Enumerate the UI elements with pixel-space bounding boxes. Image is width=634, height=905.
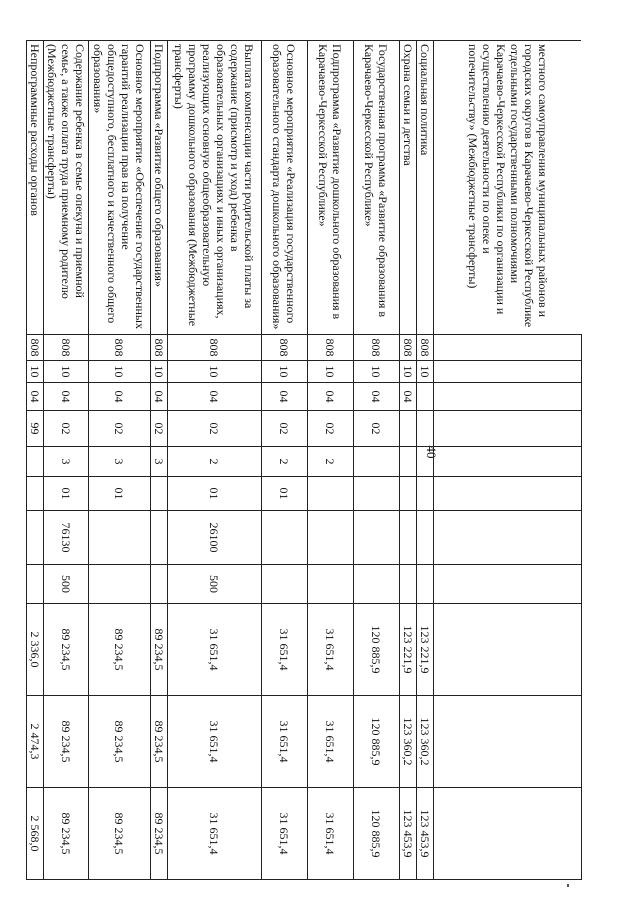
- row-sum-year-2: 89 234,5: [89, 696, 151, 788]
- row-subsection: 04: [308, 383, 354, 411]
- row-sum-year-2: 31 651,4: [168, 696, 262, 788]
- row-subprogram: 3: [151, 447, 168, 477]
- row-expense-type: [89, 565, 151, 604]
- row-section: 10: [168, 361, 262, 383]
- row-name: Основное мероприятие «Реализация государственного образовательного стандарта дошкольного образования»: [262, 41, 308, 335]
- row-sum-year-2: 123 360,2: [400, 696, 417, 788]
- row-expense-type: [354, 565, 400, 604]
- row-direction: [434, 511, 582, 565]
- row-admin-code: 808: [354, 335, 400, 361]
- row-direction: [308, 511, 354, 565]
- table-row: [168, 41, 262, 880]
- row-name: Основное мероприятие «Обеспечение государственных гарантий реализации прав на получение общедоступного, бесплатного и качественного общего образования»: [89, 41, 151, 335]
- row-subsection: 04: [44, 383, 89, 411]
- row-sum-year-2: 89 234,5: [151, 696, 168, 788]
- row-subprogram: [434, 447, 582, 477]
- row-admin-code: 808: [27, 335, 44, 361]
- row-admin-code: 808: [89, 335, 151, 361]
- row-subsection: 04: [262, 383, 308, 411]
- row-subprogram: [400, 447, 417, 477]
- row-name: местного самоуправления муниципальных районов и городских округов в Карачаево-Черкесской Республике отдельными государственными полномочиями Карачаево-Черкесской Республики по организации и осуществлению деятельности по опеке и попечительству» (Межбюджетные трансферты): [434, 41, 582, 335]
- row-program: [400, 411, 417, 447]
- row-expense-type: [262, 565, 308, 604]
- table-row: [262, 41, 308, 880]
- row-name: Выплата компенсации части родительской платы за содержание (присмотр и уход) ребенка в образовательных организациях и иных организациях, реализующих основную общеобразовательную программу дошкольного образования (Межбюджетные трансферты): [168, 41, 262, 335]
- row-sum-year-3: 2 568,0: [27, 788, 44, 880]
- row-name: Охрана семьи и детства: [400, 41, 417, 335]
- row-expense-type: [434, 565, 582, 604]
- row-name: Непрограммные расходы органов: [27, 41, 44, 335]
- rotated-content: [28, 40, 582, 879]
- row-sum-year-3: 31 651,4: [262, 788, 308, 880]
- row-sum-year-3: 120 885,9: [354, 788, 400, 880]
- table-row: [44, 41, 89, 880]
- row-expense-type: [308, 565, 354, 604]
- row-event: [417, 477, 434, 511]
- row-expense-type: [417, 565, 434, 604]
- row-sum-year-2: 31 651,4: [308, 696, 354, 788]
- row-section: 10: [308, 361, 354, 383]
- row-sum-year-2: 120 885,9: [354, 696, 400, 788]
- row-event: 01: [89, 477, 151, 511]
- row-subprogram: 2: [262, 447, 308, 477]
- row-section: 10: [151, 361, 168, 383]
- row-direction: [417, 511, 434, 565]
- row-section: 10: [44, 361, 89, 383]
- row-admin-code: 808: [44, 335, 89, 361]
- row-sum-year-2: 2 474,3: [27, 696, 44, 788]
- row-event: [354, 477, 400, 511]
- row-sum-year-2: [434, 696, 582, 788]
- table-row: [308, 41, 354, 880]
- row-section: 10: [354, 361, 400, 383]
- row-subsection: 04: [27, 383, 44, 411]
- edge-mark: [567, 884, 569, 887]
- row-subsection: [434, 383, 582, 411]
- row-name: Государственная программа «Развитие образования в Карачаево-Черкесской Республике»: [354, 41, 400, 335]
- row-admin-code: 808: [400, 335, 417, 361]
- row-expense-type: 500: [168, 565, 262, 604]
- row-event: [308, 477, 354, 511]
- row-section: 10: [400, 361, 417, 383]
- row-program: 02: [44, 411, 89, 447]
- row-subprogram: 3: [89, 447, 151, 477]
- row-program: 99: [27, 411, 44, 447]
- table-row: [417, 41, 434, 880]
- row-admin-code: 808: [417, 335, 434, 361]
- row-admin-code: 808: [262, 335, 308, 361]
- row-sum-year-1: 120 885,9: [354, 604, 400, 696]
- row-sum-year-3: 31 651,4: [308, 788, 354, 880]
- row-event: [27, 477, 44, 511]
- row-program: 02: [354, 411, 400, 447]
- row-sum-year-1: 31 651,4: [308, 604, 354, 696]
- row-subprogram: [27, 447, 44, 477]
- row-direction: [89, 511, 151, 565]
- row-expense-type: [27, 565, 44, 604]
- row-admin-code: 808: [308, 335, 354, 361]
- row-program: [417, 411, 434, 447]
- row-subprogram: 2: [308, 447, 354, 477]
- table-row: [27, 41, 44, 880]
- row-direction: [151, 511, 168, 565]
- row-section: 10: [262, 361, 308, 383]
- row-section: 10: [27, 361, 44, 383]
- row-admin-code: 808: [151, 335, 168, 361]
- row-event: [151, 477, 168, 511]
- row-subsection: 04: [151, 383, 168, 411]
- row-event: [434, 477, 582, 511]
- table-row: [400, 41, 417, 880]
- row-expense-type: 500: [44, 565, 89, 604]
- budget-table: [26, 40, 582, 880]
- row-sum-year-3: 89 234,5: [44, 788, 89, 880]
- row-direction: [262, 511, 308, 565]
- row-sum-year-1: 123 221,9: [400, 604, 417, 696]
- row-program: 02: [308, 411, 354, 447]
- row-event: 01: [262, 477, 308, 511]
- row-sum-year-2: 89 234,5: [44, 696, 89, 788]
- budget-table-body: [27, 41, 582, 880]
- table-row: [434, 41, 582, 880]
- row-program: 02: [151, 411, 168, 447]
- row-subprogram: 3: [44, 447, 89, 477]
- row-admin-code: [434, 335, 582, 361]
- rotated-page: [28, 40, 582, 879]
- row-sum-year-1: 31 651,4: [262, 604, 308, 696]
- row-subsection: 04: [400, 383, 417, 411]
- table-row: [89, 41, 151, 880]
- table-row: [354, 41, 400, 880]
- row-sum-year-3: 89 234,5: [151, 788, 168, 880]
- row-sum-year-1: 89 234,5: [89, 604, 151, 696]
- row-subprogram: 2: [168, 447, 262, 477]
- row-sum-year-2: 31 651,4: [262, 696, 308, 788]
- row-program: 02: [262, 411, 308, 447]
- row-subsection: 04: [89, 383, 151, 411]
- row-sum-year-1: [434, 604, 582, 696]
- row-direction: [27, 511, 44, 565]
- row-expense-type: [151, 565, 168, 604]
- row-event: [400, 477, 417, 511]
- row-sum-year-1: 2 336,0: [27, 604, 44, 696]
- row-section: 10: [417, 361, 434, 383]
- row-sum-year-2: 123 360,2: [417, 696, 434, 788]
- row-program: 02: [89, 411, 151, 447]
- row-name: Социальная политика: [417, 41, 434, 335]
- row-subprogram: [417, 447, 434, 477]
- row-program: 02: [168, 411, 262, 447]
- row-admin-code: 808: [168, 335, 262, 361]
- row-sum-year-3: 123 453,9: [417, 788, 434, 880]
- row-sum-year-3: 89 234,5: [89, 788, 151, 880]
- row-name: Подпрограмма «Развитие общего образования»: [151, 41, 168, 335]
- row-event: 01: [168, 477, 262, 511]
- row-direction: [400, 511, 417, 565]
- row-subsection: 04: [354, 383, 400, 411]
- row-subprogram: [354, 447, 400, 477]
- table-row: [151, 41, 168, 880]
- row-expense-type: [400, 565, 417, 604]
- row-program: [434, 411, 582, 447]
- row-subsection: 04: [168, 383, 262, 411]
- row-event: 01: [44, 477, 89, 511]
- row-sum-year-3: 123 453,9: [400, 788, 417, 880]
- row-sum-year-1: 89 234,5: [151, 604, 168, 696]
- row-direction: 76130: [44, 511, 89, 565]
- row-section: 10: [89, 361, 151, 383]
- row-direction: [354, 511, 400, 565]
- row-subsection: [417, 383, 434, 411]
- row-sum-year-1: 89 234,5: [44, 604, 89, 696]
- row-sum-year-1: 123 221,9: [417, 604, 434, 696]
- row-sum-year-3: [434, 788, 582, 880]
- row-sum-year-3: 31 651,4: [168, 788, 262, 880]
- row-direction: 26100: [168, 511, 262, 565]
- row-sum-year-1: 31 651,4: [168, 604, 262, 696]
- row-name: Подпрограмма «Развитие дошкольного образования в Карачаево-Черкесской Республике»: [308, 41, 354, 335]
- row-name: Содержание ребенка в семье опекуна и приемной семье, а также оплата труда приемному родителю (Межбюджетные трансферты): [44, 41, 89, 335]
- row-section: [434, 361, 582, 383]
- page-number: 40: [424, 445, 439, 459]
